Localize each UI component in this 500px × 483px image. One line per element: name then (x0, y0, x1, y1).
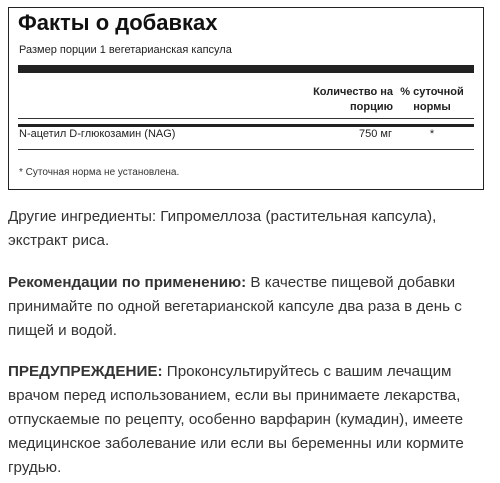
warning-label: ПРЕДУПРЕЖДЕНИЕ: (8, 363, 163, 380)
facts-title: Факты о добавках (18, 10, 218, 35)
header-divider (18, 118, 474, 119)
directions-text: В качестве пищевой добавки принимайте по одной вегетарианской капсуле два раза в день с пищей и водой. (8, 274, 462, 339)
directions-label: Рекомендации по применению: (8, 274, 247, 291)
medium-divider (18, 124, 474, 127)
amount-header-line1: Количество на (313, 86, 393, 98)
warning-text: Проконсультируйтесь с вашим лечащим врачом перед использованием, если вы принимаете лекарства, отпускаемые по рецепту, особенно варфарин (кумадин), имеете медицинское заболевание или если вы беременны или кормите грудью. (8, 363, 464, 476)
amount-header-line2: порцию (349, 101, 393, 113)
dv-header-line2: нормы (413, 101, 451, 113)
supplement-facts-panel (8, 7, 484, 190)
footnote: * Суточная норма не установлена. (19, 167, 180, 178)
amount-per-serving-header (289, 85, 393, 115)
ingredient-amount: 750 мг (359, 128, 392, 140)
thick-divider (18, 65, 474, 73)
directions (8, 271, 492, 343)
other-ingredients: Другие ингредиенты: Гипромеллоза (растительная капсула), экстракт риса. (8, 208, 437, 249)
ingredient-name: N-ацетил D-глюкозамин (NAG) (19, 128, 176, 140)
ingredient-daily-value: * (429, 128, 435, 140)
row-divider (18, 149, 474, 150)
dv-header-line1: % суточной (400, 86, 464, 98)
daily-value-header (393, 85, 471, 115)
serving-size: Размер порции 1 вегетарианская капсула (19, 44, 232, 56)
warning (8, 360, 492, 480)
